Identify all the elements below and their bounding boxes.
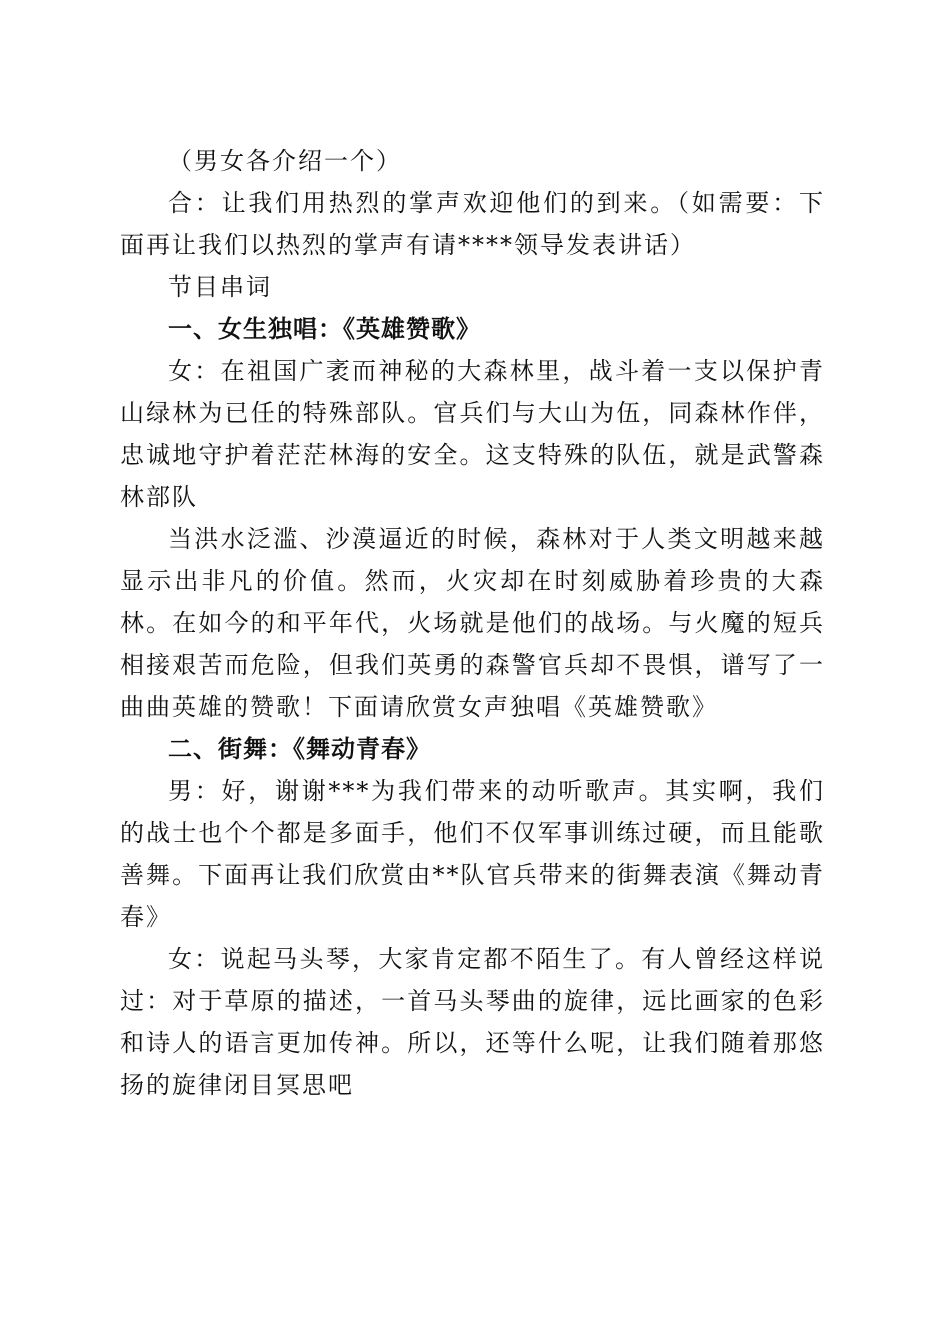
paragraph-intro-note: （男女各介绍一个） [168,147,402,175]
paragraph-forest-fire: 当洪水泛滥、沙漠逼近的时候，森林对于人类文明越来越显示出非凡的价值。然而，火灾却在时刻威胁着珍贵的大森林。在如今的和平年代，火场就是他们的战场。与火魔的短兵相接艰苦而危险，但我们英勇的森警官兵却不畏惧，谱写了一曲曲英雄的赞歌！下面请欣赏女声独唱《英雄赞歌》 [120,525,825,721]
heading-program-1: 一、女生独唱：《英雄赞歌》 [168,315,481,343]
paragraph-female-host-1: 女：在祖国广袤而神秘的大森林里，战斗着一支以保护青山绿林为已任的特殊部队。官兵们与大山为伍，同森林作伴，忠诚地守护着茫茫林海的安全。这支特殊的队伍，就是武警森林部队 [120,357,825,511]
paragraph-program-title: 节目串词 [168,273,272,301]
paragraph-female-host-2: 女：说起马头琴，大家肯定都不陌生了。有人曾经这样说过：对于草原的描述，一首马头琴曲的旋律，远比画家的色彩和诗人的语言更加传神。所以，还等什么呢，让我们随着那悠扬的旋律闭目冥思吧 [120,945,825,1099]
heading-program-2: 二、街舞：《舞动青春》 [168,735,431,763]
document-body [120,140,825,1106]
paragraph-welcome: 合：让我们用热烈的掌声欢迎他们的到来。（如需要：下面再让我们以热烈的掌声有请****领导发表讲话） [120,189,825,259]
paragraph-male-host: 男：好，谢谢***为我们带来的动听歌声。其实啊，我们的战士也个个都是多面手，他们不仅军事训练过硬，而且能歌善舞。下面再让我们欣赏由**队官兵带来的街舞表演《舞动青春》 [120,777,825,931]
